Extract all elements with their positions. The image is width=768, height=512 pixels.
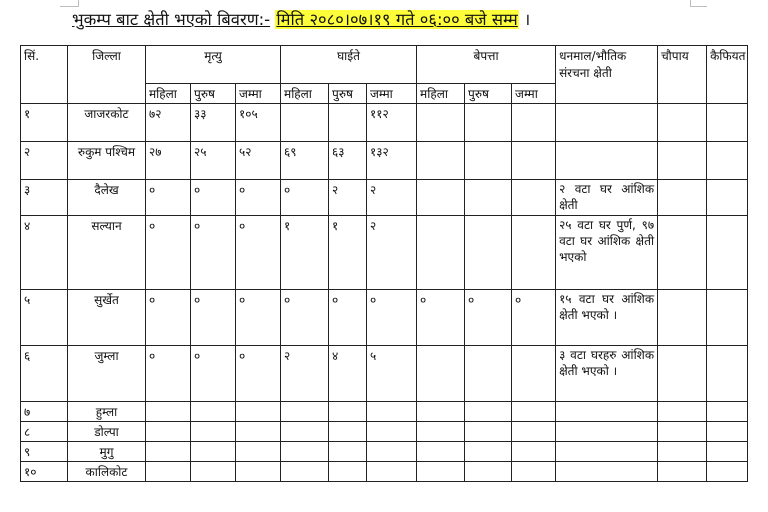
table-row <box>21 462 748 482</box>
cell-missing-female <box>417 422 465 442</box>
table-row <box>21 346 748 402</box>
cell-sn: ३ <box>21 180 68 216</box>
cell-missing-total: ० <box>512 290 556 346</box>
cell-district: मुगु <box>68 442 146 462</box>
header-injured: घाईते <box>281 46 417 84</box>
cell-injured-female: २ <box>281 346 329 402</box>
cell-injured-female: ० <box>281 290 329 346</box>
cell-missing-total <box>512 422 556 442</box>
cell-sn: ५ <box>21 290 68 346</box>
cell-remarks <box>707 180 748 216</box>
table-row <box>21 402 748 422</box>
cell-death-total: ० <box>236 346 281 402</box>
cell-injured-total <box>367 402 417 422</box>
cell-remarks <box>707 462 748 482</box>
cell-missing-female: ० <box>417 290 465 346</box>
cell-sn: १० <box>21 462 68 482</box>
cell-injured-male: ६३ <box>329 142 367 180</box>
cell-property-damage: २ वटा घर आंशिक क्षेती <box>556 180 658 216</box>
table-row <box>21 216 748 290</box>
cell-injured-male: ० <box>329 290 367 346</box>
cell-livestock <box>658 290 707 346</box>
cell-death-total: ० <box>236 180 281 216</box>
subheader-injured-male: पुरुष <box>329 84 367 104</box>
header-row <box>21 46 748 84</box>
title-date-highlight: मिति २०८०।०७।१९ गते ०६:०० बजे सम्म <box>276 10 518 29</box>
cell-injured-female <box>281 442 329 462</box>
cell-livestock <box>658 346 707 402</box>
subheader-injured-total: जम्मा <box>367 84 417 104</box>
cell-missing-female <box>417 462 465 482</box>
table-row <box>21 422 748 442</box>
cell-district: सल्यान <box>68 216 146 290</box>
cell-injured-male <box>329 462 367 482</box>
cell-sn: २ <box>21 142 68 180</box>
cell-injured-male: १ <box>329 216 367 290</box>
cell-injured-total <box>367 422 417 442</box>
cell-missing-male <box>465 346 512 402</box>
cell-injured-female <box>281 402 329 422</box>
cell-livestock <box>658 180 707 216</box>
cell-missing-female <box>417 402 465 422</box>
cell-livestock <box>658 442 707 462</box>
cell-remarks <box>707 104 748 142</box>
cell-death-female <box>146 462 191 482</box>
document-title <box>72 9 530 31</box>
cell-death-female <box>146 402 191 422</box>
cell-death-total <box>236 462 281 482</box>
cell-district: रुकुम पश्चिम <box>68 142 146 180</box>
cell-death-total: ० <box>236 216 281 290</box>
cell-injured-total <box>367 442 417 462</box>
cell-district: सुर्खेत <box>68 290 146 346</box>
cell-death-female: ७२ <box>146 104 191 142</box>
cell-sn: ७ <box>21 402 68 422</box>
cell-death-total: ० <box>236 290 281 346</box>
header-property: धनमाल/भौतिक संरचना क्षेती <box>556 46 658 104</box>
subheader-injured-female: महिला <box>281 84 329 104</box>
cell-injured-female: ६९ <box>281 142 329 180</box>
cell-missing-total <box>512 142 556 180</box>
subheader-death-male: पुरुष <box>191 84 236 104</box>
table-row <box>21 104 748 142</box>
title-main: भुकम्प बाट क्षेती भएको बिवरण:- <box>72 10 271 29</box>
cell-missing-female <box>417 104 465 142</box>
cell-missing-male <box>465 216 512 290</box>
cell-missing-female <box>417 180 465 216</box>
cell-injured-total: ५ <box>367 346 417 402</box>
cell-missing-total <box>512 442 556 462</box>
cell-death-male <box>191 422 236 442</box>
cell-death-female: ० <box>146 216 191 290</box>
cell-missing-male <box>465 462 512 482</box>
cell-injured-total: २ <box>367 180 417 216</box>
cell-livestock <box>658 402 707 422</box>
header-sn: सिं. <box>21 46 68 104</box>
cell-missing-total <box>512 104 556 142</box>
cell-property-damage <box>556 442 658 462</box>
cell-injured-male: ४ <box>329 346 367 402</box>
cell-livestock <box>658 216 707 290</box>
cell-injured-total <box>367 462 417 482</box>
table-row <box>21 142 748 180</box>
cell-missing-female <box>417 346 465 402</box>
cell-remarks <box>707 442 748 462</box>
cell-injured-female <box>281 104 329 142</box>
cell-death-male: ३३ <box>191 104 236 142</box>
header-death: मृत्यु <box>146 46 281 84</box>
subheader-death-female: महिला <box>146 84 191 104</box>
cell-death-male <box>191 402 236 422</box>
header-remarks: कैफियत <box>707 46 748 104</box>
cell-death-male: ० <box>191 216 236 290</box>
cell-remarks <box>707 422 748 442</box>
header-livestock: चौपाय <box>658 46 707 104</box>
cell-injured-male <box>329 422 367 442</box>
cell-death-total <box>236 422 281 442</box>
cell-district: दैलेख <box>68 180 146 216</box>
cell-injured-male <box>329 104 367 142</box>
cell-district: जाजरकोट <box>68 104 146 142</box>
cell-missing-male <box>465 142 512 180</box>
cell-missing-total <box>512 462 556 482</box>
table-row <box>21 442 748 462</box>
cell-sn: ४ <box>21 216 68 290</box>
cell-death-female <box>146 442 191 462</box>
cell-remarks <box>707 402 748 422</box>
cell-missing-male <box>465 402 512 422</box>
subheader-missing-male: पुरुष <box>465 84 512 104</box>
cell-death-total: १०५ <box>236 104 281 142</box>
subheader-death-total: जम्मा <box>236 84 281 104</box>
cell-death-total <box>236 442 281 462</box>
title-end: । <box>524 10 531 29</box>
cell-remarks <box>707 290 748 346</box>
cell-death-male: ० <box>191 290 236 346</box>
cell-livestock <box>658 462 707 482</box>
page-corner-mark-right <box>690 0 707 7</box>
cell-missing-male <box>465 180 512 216</box>
cell-missing-female <box>417 142 465 180</box>
cell-death-total <box>236 402 281 422</box>
table-row <box>21 180 748 216</box>
cell-death-female: ० <box>146 290 191 346</box>
cell-remarks <box>707 346 748 402</box>
cell-missing-male <box>465 442 512 462</box>
cell-property-damage <box>556 104 658 142</box>
cell-death-male <box>191 442 236 462</box>
cell-district: जुम्ला <box>68 346 146 402</box>
cell-injured-female <box>281 422 329 442</box>
cell-property-damage <box>556 422 658 442</box>
cell-injured-male <box>329 442 367 462</box>
cell-property-damage: ३ वटा घरहरु आंशिक क्षेती भएको । <box>556 346 658 402</box>
cell-sn: ८ <box>21 422 68 442</box>
cell-death-female: ० <box>146 346 191 402</box>
cell-missing-male <box>465 422 512 442</box>
cell-missing-female <box>417 216 465 290</box>
page-corner-mark-left <box>60 0 79 7</box>
cell-property-damage: १५ वटा घर आंशिक क्षेती भएको । <box>556 290 658 346</box>
cell-death-male: २५ <box>191 142 236 180</box>
damage-report-table <box>20 45 748 482</box>
header-missing: बेपत्ता <box>417 46 556 84</box>
cell-missing-female <box>417 442 465 462</box>
table-row <box>21 290 748 346</box>
cell-livestock <box>658 422 707 442</box>
cell-injured-female <box>281 462 329 482</box>
cell-death-male <box>191 462 236 482</box>
cell-sn: ६ <box>21 346 68 402</box>
subheader-missing-female: महिला <box>417 84 465 104</box>
table-body <box>21 104 748 482</box>
cell-injured-total: १३२ <box>367 142 417 180</box>
cell-death-male: ० <box>191 346 236 402</box>
header-district: जिल्ला <box>68 46 146 104</box>
cell-sn: १ <box>21 104 68 142</box>
cell-injured-total: ११२ <box>367 104 417 142</box>
cell-livestock <box>658 104 707 142</box>
cell-livestock <box>658 142 707 180</box>
cell-missing-total <box>512 180 556 216</box>
cell-missing-male: ० <box>465 290 512 346</box>
cell-property-damage <box>556 462 658 482</box>
cell-property-damage <box>556 402 658 422</box>
cell-missing-total <box>512 402 556 422</box>
cell-remarks <box>707 142 748 180</box>
cell-injured-male <box>329 402 367 422</box>
cell-injured-female: ० <box>281 180 329 216</box>
cell-death-total: ५२ <box>236 142 281 180</box>
cell-injured-total: ० <box>367 290 417 346</box>
cell-injured-female: १ <box>281 216 329 290</box>
cell-death-female <box>146 422 191 442</box>
cell-injured-total: २ <box>367 216 417 290</box>
cell-death-male: ० <box>191 180 236 216</box>
cell-death-female: ० <box>146 180 191 216</box>
cell-missing-total <box>512 346 556 402</box>
cell-missing-total <box>512 216 556 290</box>
cell-district: हुम्ला <box>68 402 146 422</box>
subheader-missing-total: जम्मा <box>512 84 556 104</box>
cell-property-damage <box>556 142 658 180</box>
cell-remarks <box>707 216 748 290</box>
cell-district: डोल्पा <box>68 422 146 442</box>
cell-district: कालिकोट <box>68 462 146 482</box>
cell-death-female: २७ <box>146 142 191 180</box>
cell-injured-male: २ <box>329 180 367 216</box>
cell-sn: ९ <box>21 442 68 462</box>
cell-missing-male <box>465 104 512 142</box>
cell-property-damage: २५ वटा घर पुर्ण, ९७ वटा घर आंशिक क्षेती भएको <box>556 216 658 290</box>
